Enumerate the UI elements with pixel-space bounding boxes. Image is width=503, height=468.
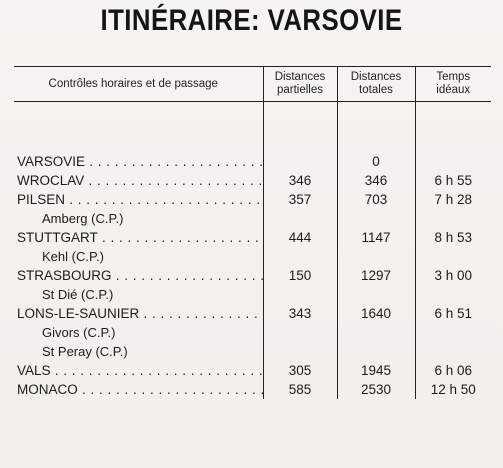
checkpoint-name: St Dié (C.P.) — [42, 287, 114, 302]
table-row — [14, 266, 491, 304]
stage-name: STUTTGART . . . — [17, 230, 263, 245]
total-distance-cell: 1640 — [337, 304, 415, 361]
table-row — [14, 171, 491, 190]
header-total-line2: totales — [359, 84, 393, 96]
stage-name: STRASBOURG . . . — [17, 268, 263, 283]
partial-distance-cell: 343 — [263, 304, 337, 361]
header-partial — [263, 67, 337, 102]
ideal-time-cell: 6 h 55 — [415, 171, 491, 190]
stage-name: WROCLAV . . . — [17, 173, 263, 188]
ideal-time-cell: 7 h 28 — [415, 190, 491, 228]
partial-distance-cell: 150 — [263, 266, 337, 304]
checkpoint-name: Kehl (C.P.) — [42, 249, 104, 264]
ideal-time-cell: 6 h 51 — [415, 304, 491, 361]
total-distance-cell: 1945 — [337, 361, 415, 380]
header-partial-line2: partielles — [276, 84, 324, 96]
total-distance-cell: 703 — [337, 190, 415, 228]
header-total — [337, 67, 415, 102]
checkpoint-name: Amberg (C.P.) — [42, 211, 124, 226]
stage-name: VALS . . . — [17, 363, 263, 378]
spacer-cell — [337, 102, 415, 153]
total-distance-cell: 0 — [337, 152, 415, 171]
total-distance-cell: 346 — [337, 171, 415, 190]
header-controls-label: Contrôles horaires et de passage — [48, 77, 218, 90]
spacer-cell — [263, 102, 337, 153]
partial-distance-cell: 305 — [263, 361, 337, 380]
partial-distance-cell: 346 — [263, 171, 337, 190]
itinerary-table — [14, 66, 491, 399]
stage-place-cell — [14, 171, 263, 190]
table-row — [14, 152, 491, 171]
partial-distance-cell: 357 — [263, 190, 337, 228]
partial-distance-cell: 585 — [263, 380, 337, 399]
ideal-time-cell: 3 h 00 — [415, 266, 491, 304]
header-total-line1: Distances — [350, 71, 402, 83]
table-row — [14, 380, 491, 399]
stage-place-cell — [14, 266, 263, 304]
table-header-row — [14, 67, 491, 102]
ideal-time-cell: 8 h 53 — [415, 228, 491, 266]
stage-name: VARSOVIE . . . — [17, 154, 263, 169]
table-row — [14, 190, 491, 228]
stage-place-cell — [14, 152, 263, 171]
stage-place-cell — [14, 190, 263, 228]
header-ideal — [415, 67, 491, 102]
table-row — [14, 304, 491, 361]
total-distance-cell: 2530 — [337, 380, 415, 399]
partial-distance-cell — [263, 152, 337, 171]
header-ideal-line1: Temps — [436, 71, 471, 83]
stage-place-cell — [14, 228, 263, 266]
page-title: ITINÉRAIRE: VARSOVIE — [100, 4, 403, 37]
stage-place-cell — [14, 361, 263, 380]
table-spacer-row — [14, 102, 491, 153]
header-partial-line1: Distances — [274, 71, 326, 83]
ideal-time-cell: 6 h 06 — [415, 361, 491, 380]
table-row — [14, 228, 491, 266]
ideal-time-cell: 12 h 50 — [415, 380, 491, 399]
total-distance-cell: 1297 — [337, 266, 415, 304]
total-distance-cell: 1147 — [337, 228, 415, 266]
stage-name: PILSEN . . . — [17, 192, 263, 207]
table-row — [14, 361, 491, 380]
spacer-cell — [415, 102, 491, 153]
stage-place-cell — [14, 380, 263, 399]
spacer-cell — [14, 102, 263, 153]
checkpoint-name: St Peray (C.P.) — [42, 344, 128, 359]
header-ideal-line2: idéaux — [436, 84, 471, 96]
stage-name: MONACO . . . — [17, 382, 263, 397]
partial-distance-cell: 444 — [263, 228, 337, 266]
stage-name: LONS-LE-SAUNIER . . . — [17, 306, 263, 321]
header-controls — [14, 67, 263, 102]
stage-place-cell — [14, 304, 263, 361]
checkpoint-name: Givors (C.P.) — [42, 325, 116, 340]
ideal-time-cell — [415, 152, 491, 171]
